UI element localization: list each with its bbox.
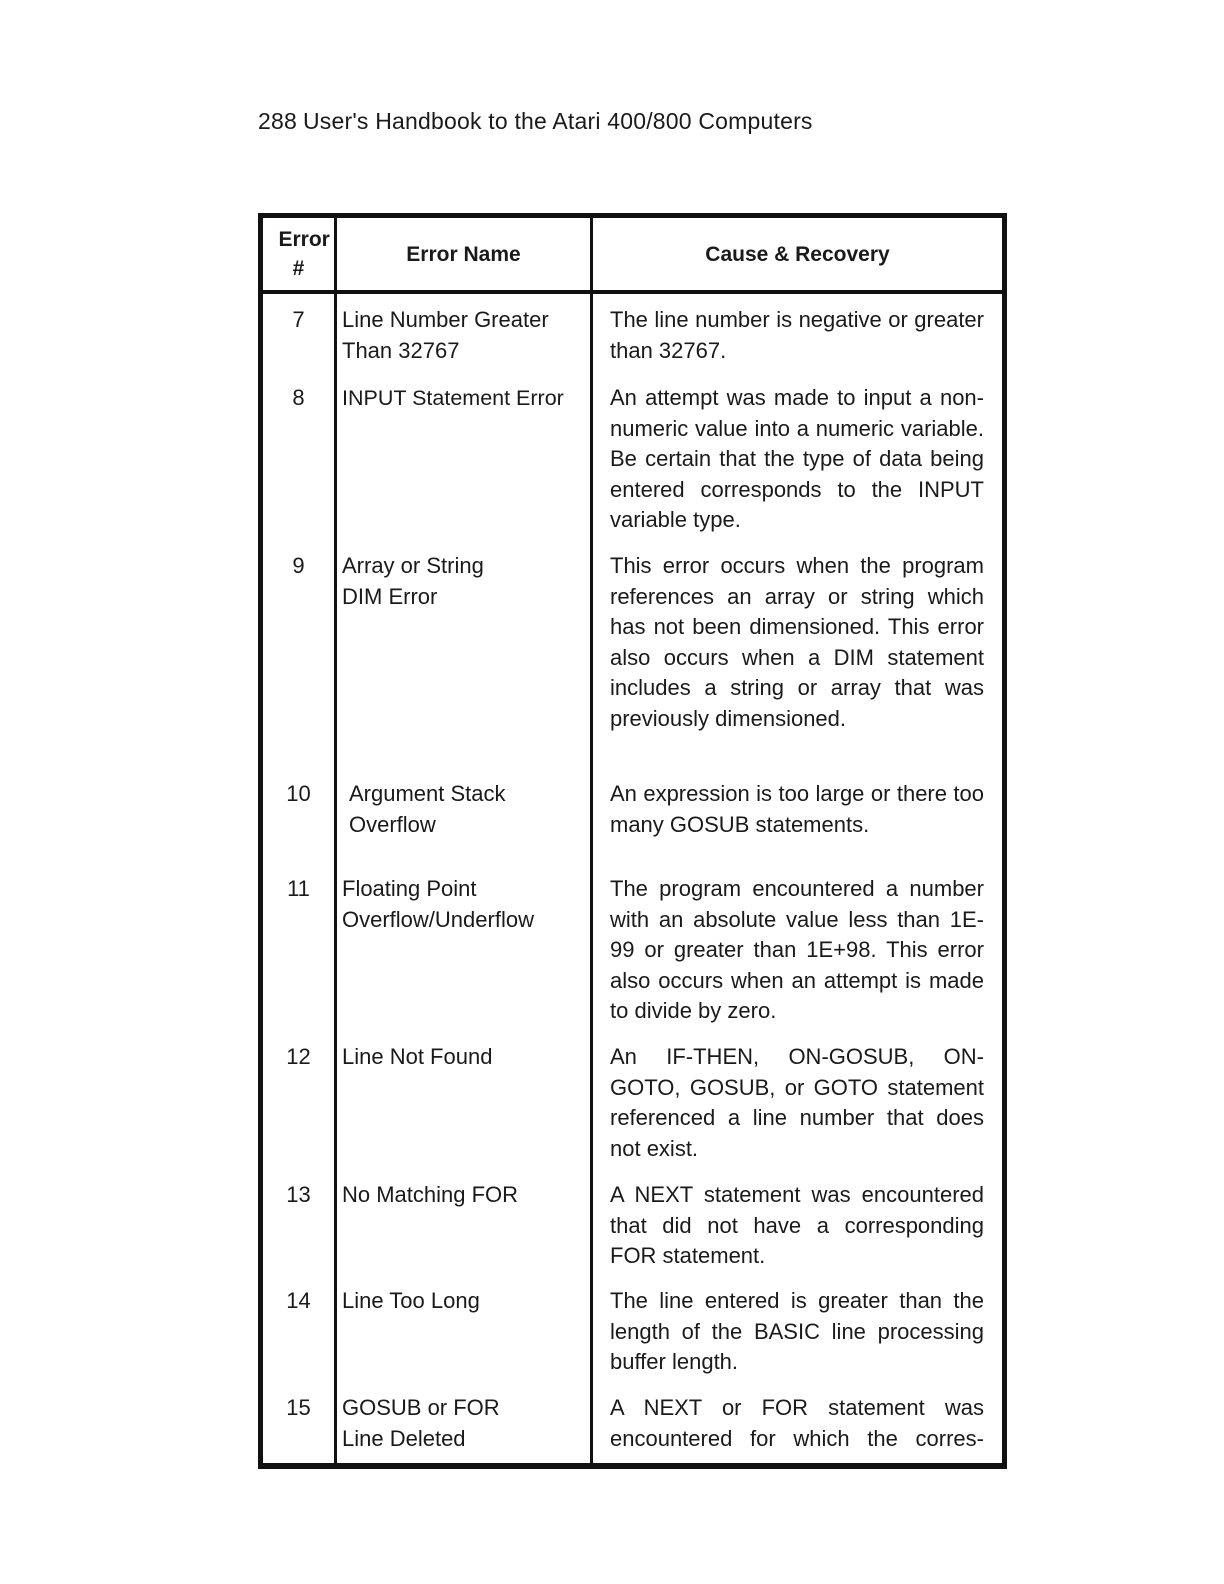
header-cause-recovery-label: Cause & Recovery [705, 242, 890, 266]
table-header [263, 218, 1002, 294]
error-number: 7 [292, 307, 305, 332]
error-number: 13 [286, 1182, 311, 1207]
error-table [258, 213, 1007, 1469]
error-cause: This error occurs when the program references an array or string which has not been dimensioned. This error also occurs when a DIM statement includes a string or array that was previously dimensioned. [610, 553, 984, 731]
column-divider [590, 218, 593, 1463]
header-error-number-label: Error # [278, 228, 330, 280]
error-number: 9 [292, 553, 305, 578]
error-number: 14 [286, 1288, 311, 1313]
error-name: Line Too Long [342, 1288, 480, 1313]
error-cause: A NEXT or FOR statement was encountered for which the corres- [610, 1395, 984, 1451]
error-cause: The line entered is greater than the length of the BASIC line processing buffer length. [610, 1288, 984, 1374]
error-number: 15 [286, 1395, 311, 1420]
error-number: 10 [286, 781, 311, 806]
error-name: Array or String DIM Error [342, 553, 484, 609]
error-name: Argument Stack Overflow [349, 781, 506, 837]
error-cause: An expression is too large or there too many GOSUB statements. [610, 781, 984, 837]
error-cause: A NEXT statement was encountered that did not have a corresponding FOR statement. [610, 1182, 984, 1268]
error-number: 12 [286, 1044, 311, 1069]
error-name: INPUT Statement Error [342, 386, 564, 410]
column-divider [334, 218, 337, 1463]
error-cause: An attempt was made to input a non-numeric value into a numeric variable. Be certain that the type of data being entered corresponds to the INPUT variable type. [610, 385, 984, 532]
header-cause-recovery [593, 218, 1002, 290]
error-number: 11 [287, 876, 310, 901]
header-error-name [337, 218, 590, 290]
error-number: 8 [292, 385, 305, 410]
error-cause: The program encountered a number with an absolute value less than 1E-99 or greater than 1E+98. This error also occurs when an attempt is made to divide by zero. [610, 876, 984, 1023]
error-name: Line Number Greater Than 32767 [342, 307, 549, 363]
running-head [258, 108, 813, 135]
error-name: Floating Point Overflow/Underflow [342, 876, 534, 932]
page-number: 288 [258, 108, 297, 134]
error-cause: An IF-THEN, ON-GOSUB, ON-GOTO, GOSUB, or GOTO statement referenced a line number that does not exist. [610, 1044, 984, 1161]
error-name: GOSUB or FOR Line Deleted [342, 1395, 500, 1451]
header-error-number [263, 218, 334, 290]
header-error-name-label: Error Name [406, 242, 521, 266]
book-title: User's Handbook to the Atari 400/800 Computers [302, 108, 813, 134]
error-name: Line Not Found [342, 1044, 493, 1069]
error-name: No Matching FOR [342, 1182, 519, 1207]
error-cause: The line number is negative or greater than 32767. [610, 307, 984, 363]
